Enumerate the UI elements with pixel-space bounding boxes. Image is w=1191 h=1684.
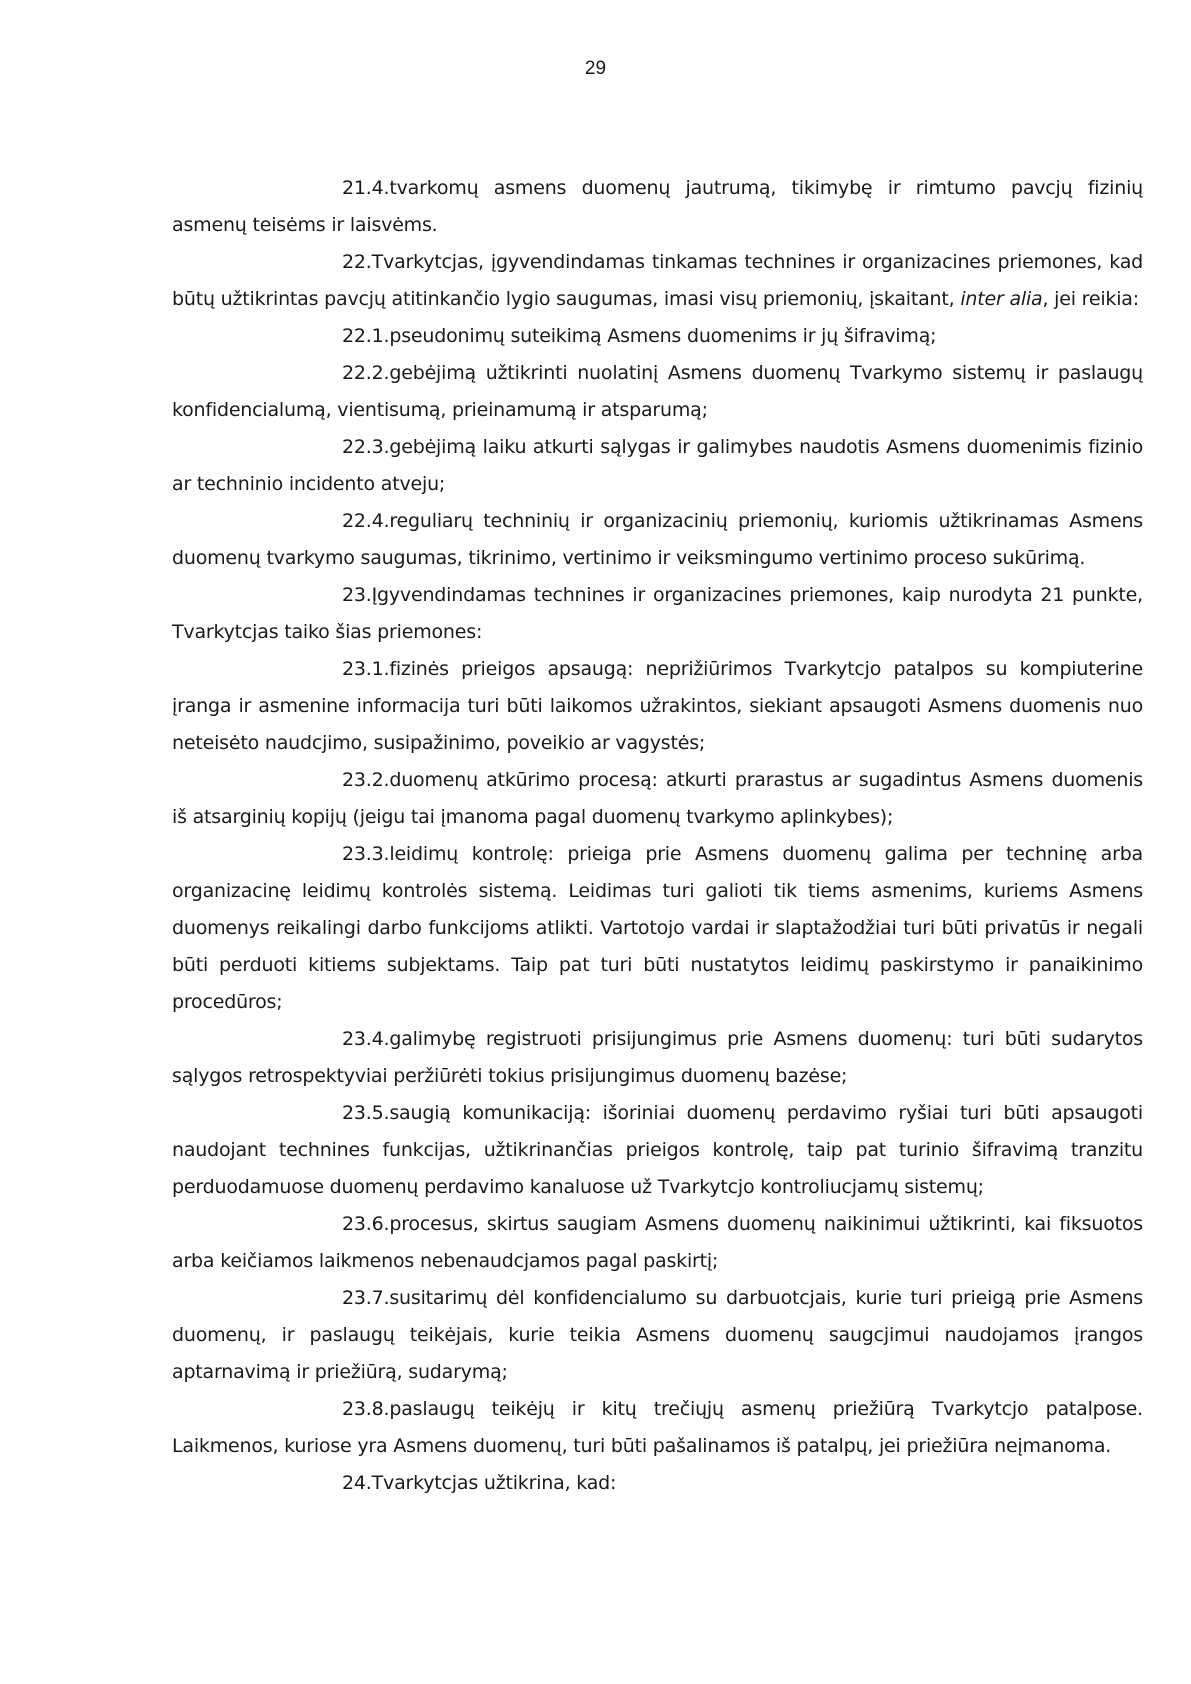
document-body xyxy=(172,170,1143,1502)
paragraph-23-3 xyxy=(172,836,1143,1021)
paragraph-23-5 xyxy=(172,1095,1143,1206)
paragraph-text: reguliarų techninių ir organizacinių priemonių, kuriomis užtikrinamas Asmens duomenų tvarkymo saugumas, tikrinimo, vertinimo ir veiksmingumo vertinimo proceso sukūrimą. xyxy=(172,510,1143,569)
paragraph-23-1 xyxy=(172,651,1143,762)
paragraph-number: 22.4. xyxy=(342,510,390,532)
paragraph-number: 23.2. xyxy=(342,769,390,791)
paragraph-number: 24. xyxy=(342,1472,372,1494)
paragraph-number: 23.7. xyxy=(342,1287,390,1309)
paragraph-number: 23.4. xyxy=(342,1028,390,1050)
paragraph-text: fizinės prieigos apsaugą: neprižiūrimos Tvarkytcjo patalpos su kompiuterine įranga ir asmenine informacija turi būti laikomos užrakintos, siekiant apsaugoti Asmens duomenis nuo neteisėto naudcjimo, susipažinimo, poveikio ar vagystės; xyxy=(172,658,1143,754)
paragraph-text: pseudonimų suteikimą Asmens duomenims ir jų šifravimą; xyxy=(389,325,937,347)
paragraph-24 xyxy=(172,1465,1143,1502)
paragraph-22-4 xyxy=(172,503,1143,577)
paragraph-text: saugią komunikaciją: išoriniai duomenų perdavimo ryšiai turi būti apsaugoti naudojant technines funkcijas, užtikrinančias prieigos kontrolę, taip pat turinio šifravimą tranzitu perduodamuose duomenų perdavimo kanaluose už Tvarkytcjo kontroliucjamų sistemų; xyxy=(172,1102,1143,1198)
paragraph-text: leidimų kontrolę: prieiga prie Asmens duomenų galima per techninę arba organizacinę leidimų kontrolės sistemą. Leidimas turi galioti tik tiems asmenims, kuriems Asmens duomenys reikalingi darbo funkcijoms atlikti. Vartotojo vardai ir slaptažodžiai turi būti privatūs ir negali būti perduoti kitiems subjektams. Taip pat turi būti nustatytos leidimų paskirstymo ir panaikinimo procedūros; xyxy=(172,843,1143,1013)
paragraph-number: 23. xyxy=(342,584,372,606)
paragraph-23-2 xyxy=(172,762,1143,836)
paragraph-number: 22.2. xyxy=(342,362,390,384)
paragraph-italic-text: inter alia xyxy=(960,288,1043,310)
paragraph-text: gebėjimą laiku atkurti sąlygas ir galimybes naudotis Asmens duomenimis fizinio ar techninio incidento atveju; xyxy=(172,436,1143,495)
paragraph-number: 23.1. xyxy=(342,658,390,680)
paragraph-number: 22.1. xyxy=(342,325,390,347)
paragraph-text: gebėjimą užtikrinti nuolatinį Asmens duomenų Tvarkymo sistemų ir paslaugų konfidencialumą, vientisumą, prieinamumą ir atsparumą; xyxy=(172,362,1143,421)
paragraph-23-6 xyxy=(172,1206,1143,1280)
paragraph-text: susitarimų dėl konfidencialumo su darbuotcjais, kurie turi prieigą prie Asmens duomenų, ir paslaugų teikėjais, kurie teikia Asmens duomenų saugcjimui naudojamos įrangos aptarnavimą ir priežiūrą, sudarymą; xyxy=(172,1287,1143,1383)
page-number: 29 xyxy=(584,58,607,79)
paragraph-number: 23.6. xyxy=(342,1213,390,1235)
paragraph-text-after: , jei reikia: xyxy=(1042,288,1139,310)
paragraph-text: Tvarkytcjas užtikrina, kad: xyxy=(371,1472,617,1494)
paragraph-21-4 xyxy=(172,170,1143,244)
paragraph-text: paslaugų teikėjų ir kitų trečiųjų asmenų priežiūrą Tvarkytcjo patalpose. Laikmenos, kuriose yra Asmens duomenų, turi būti pašalinamos iš patalpų, jei priežiūra neįmanoma. xyxy=(172,1398,1143,1457)
paragraph-22-2 xyxy=(172,355,1143,429)
paragraph-text: galimybę registruoti prisijungimus prie Asmens duomenų: turi būti sudarytos sąlygos retrospektyviai peržiūrėti tokius prisijungimus duomenų bazėse; xyxy=(172,1028,1143,1087)
paragraph-text: procesus, skirtus saugiam Asmens duomenų naikinimui užtikrinti, kai fiksuotos arba keičiamos laikmenos nebenaudcjamos pagal paskirtį; xyxy=(172,1213,1143,1272)
paragraph-number: 23.3. xyxy=(342,843,390,865)
paragraph-23-4 xyxy=(172,1021,1143,1095)
paragraph-number: 22. xyxy=(342,251,372,273)
paragraph-23-8 xyxy=(172,1391,1143,1465)
paragraph-text: duomenų atkūrimo procesą: atkurti prarastus ar sugadintus Asmens duomenis iš atsarginių kopijų (jeigu tai įmanoma pagal duomenų tvarkymo aplinkybes); xyxy=(172,769,1143,828)
paragraph-number: 23.5. xyxy=(342,1102,390,1124)
paragraph-23 xyxy=(172,577,1143,651)
paragraph-text: tvarkomų asmens duomenų jautrumą, tikimybę ir rimtumo pavcjų fizinių asmenų teisėms ir laisvėms. xyxy=(172,177,1143,236)
paragraph-text: Tvarkytcjas, įgyvendindamas tinkamas technines ir organizacines priemones, kad būtų užtikrintas pavcjų atitinkančio lygio saugumas, imasi visų priemonių, įskaitant, xyxy=(172,251,1143,310)
paragraph-22-1 xyxy=(172,318,1143,355)
paragraph-22-3 xyxy=(172,429,1143,503)
paragraph-text: Įgyvendindamas technines ir organizacines priemones, kaip nurodyta 21 punkte, Tvarkytcjas taiko šias priemones: xyxy=(172,584,1143,643)
paragraph-22 xyxy=(172,244,1143,318)
paragraph-number: 21.4. xyxy=(342,177,390,199)
paragraph-number: 23.8. xyxy=(342,1398,390,1420)
paragraph-23-7 xyxy=(172,1280,1143,1391)
paragraph-number: 22.3. xyxy=(342,436,390,458)
